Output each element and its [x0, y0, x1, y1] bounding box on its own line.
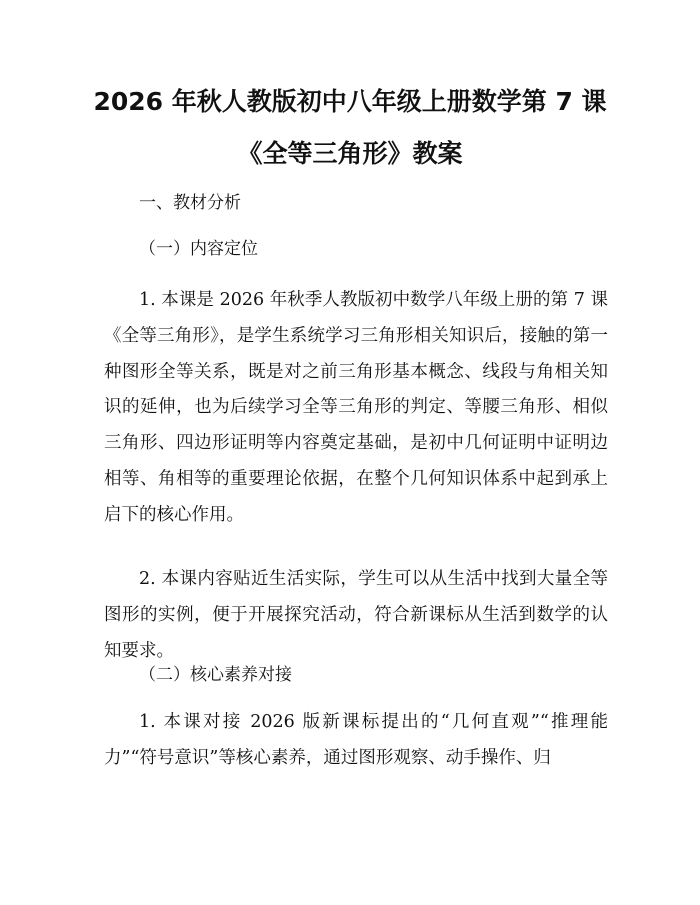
document-title-line-1: 2026 年秋人教版初中八年级上册数学第 7 课 — [93, 87, 607, 116]
paragraph-content-positioning-2: 2. 本课内容贴近生活实际，学生可以从生活中找到大量全等图形的实例，便于开展探究活动，符合新课标从生活到数学的认知要求。 — [104, 569, 608, 661]
paragraph-core-literacy-1: 1. 本课对接 2026 版新课标提出的“几何直观”“推理能力”“符号意识”等核心素养，通过图形观察、动手操作、归 — [104, 712, 608, 768]
subsection-heading-content-positioning: （一）内容定位 — [139, 239, 258, 259]
paragraph-content-positioning-1: 1. 本课是 2026 年秋季人教版初中数学八年级上册的第 7 课《全等三角形》，是学生系统学习三角形相关知识后，接触的第一种图形全等关系，既是对之前三角形基本概念、线段与角相关知识的延伸，也为后续学习全等三角形的判定、等腰三角形、相似三角形、四边形证明等内容奠定基础，是初中几何证明中证明边相等、角相等的重要理论依据，在整个几何知识体系中起到承上启下的核心作用。 — [104, 290, 608, 525]
document-title-line-2: 《全等三角形》教案 — [237, 139, 463, 168]
section-heading-textbook-analysis: 一、教材分析 — [139, 193, 241, 213]
subsection-heading-core-literacy: （二）核心素养对接 — [139, 665, 292, 685]
